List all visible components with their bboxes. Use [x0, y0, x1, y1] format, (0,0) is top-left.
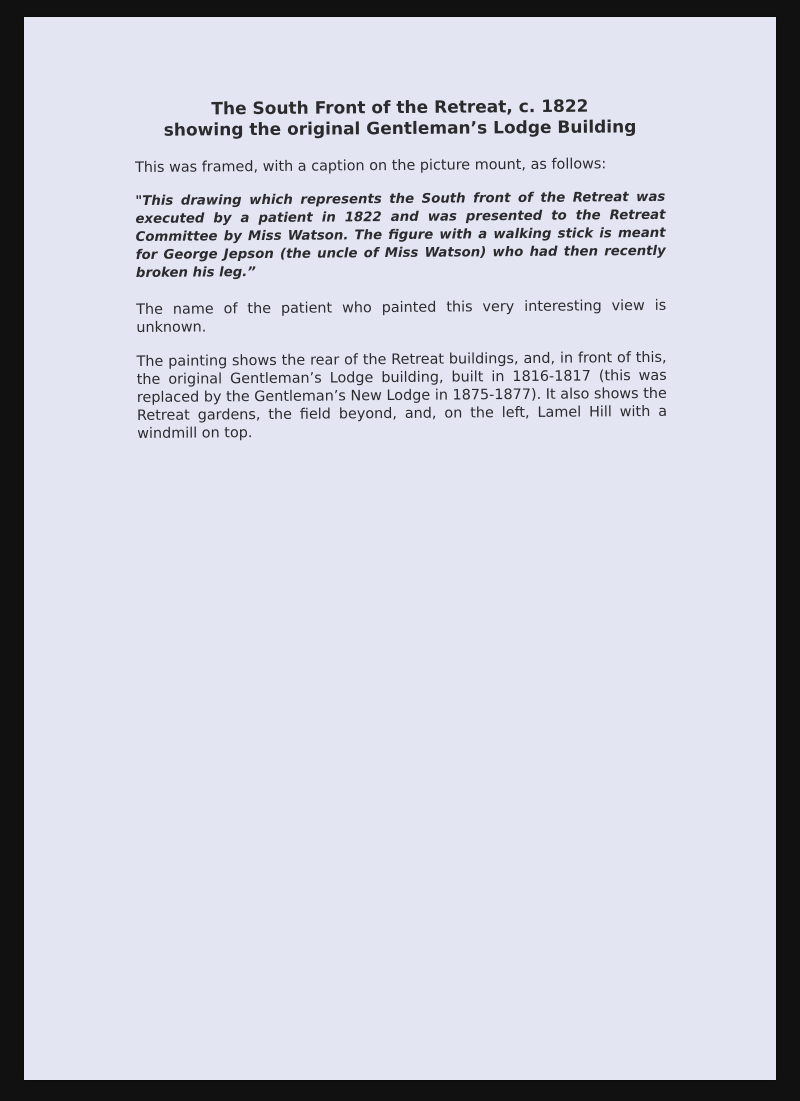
document-page	[24, 17, 776, 1080]
title-line-1: The South Front of the Retreat, c. 1822	[211, 96, 589, 120]
description-paragraph: The painting shows the rear of the Retreat buildings, and, in front of this, the original Gentleman’s Lodge building, built in 1816-1817 (this was replaced by the Gentleman’s New Lodge in 1875-1877). It also shows the Retreat gardens, the field beyond, and, on the left, Lamel Hill with a windmill on top.	[136, 349, 668, 442]
artist-paragraph: The name of the patient who painted this very interesting view is unknown.	[136, 297, 667, 336]
document-body	[135, 155, 667, 459]
caption-quote: "This drawing which represents the South front of the Retreat was executed by a patient in 1822 and was presented to the Retreat Committee by Miss Watson. The figure with a walking stick is meant for George Jepson (the uncle of Miss Watson) who had then recently broken his leg.”	[135, 189, 666, 281]
title-line-2: showing the original Gentleman’s Lodge Building	[163, 117, 637, 141]
intro-paragraph: This was framed, with a caption on the picture mount, as follows:	[135, 156, 607, 176]
page-title	[24, 95, 776, 142]
